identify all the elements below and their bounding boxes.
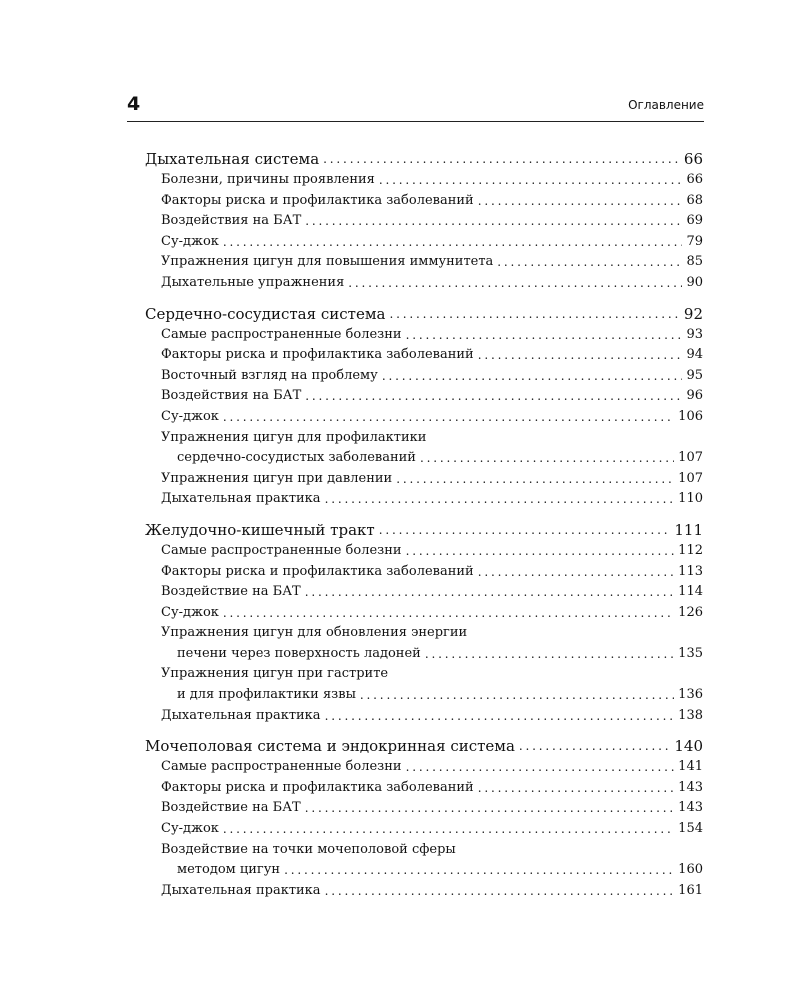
toc-entry-title: Упражнения цигун при давлении [161,470,393,486]
toc-entry[interactable] [145,603,703,624]
toc-entry[interactable] [145,706,703,727]
toc-page-number: 93 [686,326,703,342]
toc-page-number: 113 [678,563,703,579]
toc-entry-title: Упражнения цигун для повышения иммунитета [161,254,494,270]
toc-page-number: 154 [678,821,703,837]
toc-entry[interactable] [145,170,703,191]
toc-entry[interactable] [145,562,703,583]
leader-dots [478,345,683,366]
toc-chapter-title: Желудочно-кишечный тракт [145,520,375,539]
toc-entry-title-cont: и для профилактики язвы [177,687,356,703]
toc-entry-title: Факторы риска и профилактика заболеваний [161,563,474,579]
toc-entry-title: Упражнения цигун для обновления энергии [161,625,468,641]
toc-page-number: 143 [678,800,703,816]
leader-dots [425,644,674,665]
toc-entry[interactable] [145,386,703,407]
toc-chapter-title: Дыхательная система [145,150,320,168]
leader-dots [389,303,679,325]
toc-entry-title: Воздействие на БАТ [161,584,301,600]
toc-entry[interactable] [145,191,703,212]
toc-chapter[interactable] [145,148,703,170]
toc-entry-title: Факторы риска и профилактика заболеваний [161,779,474,795]
toc-entry[interactable] [145,489,703,510]
toc-entry[interactable] [145,273,703,294]
toc-entry-title: Дыхательные упражнения [161,274,345,290]
toc-entry[interactable] [145,325,703,346]
toc-entry-title: Самые распространенные болезни [161,326,402,342]
toc-entry[interactable] [145,881,703,902]
toc-page-number: 143 [678,779,703,795]
toc-page-number: 106 [678,408,703,424]
toc-entry-title-cont: сердечно-сосудистых заболеваний [177,450,416,466]
toc-entry[interactable] [145,232,703,253]
toc-page-number: 140 [674,737,703,756]
leader-dots [348,273,682,294]
running-head: Оглавление [628,98,704,112]
toc-entry-title: Воздействия на БАТ [161,388,302,404]
toc-chapter-title: Сердечно-сосудистая система [145,304,386,323]
toc-entry[interactable] [145,407,703,428]
toc-page-number: 141 [678,759,703,775]
toc-entry[interactable] [145,428,703,469]
toc-page-number: 94 [686,347,703,363]
leader-dots [382,366,683,387]
leader-dots [379,519,671,541]
toc-chapter[interactable] [145,303,703,325]
leader-dots [420,448,674,469]
toc-page-number: 69 [686,213,703,229]
toc-section [145,303,703,510]
toc-entry-title: Су-джок [161,233,219,249]
toc-entry-title: Дыхательная практика [161,882,321,898]
toc-chapter[interactable] [145,735,703,757]
toc-section [145,148,703,294]
leader-dots [325,881,675,902]
toc-page-number: 85 [686,254,703,270]
toc-page-number: 68 [686,192,703,208]
toc-entry-title: Упражнения цигун для профилактики [161,429,427,445]
toc-entry-title: Самые распространенные болезни [161,759,402,775]
toc-entry-title-cont: печени через поверхность ладоней [177,645,421,661]
toc-page-number: 110 [678,491,703,507]
toc-page-number: 79 [686,233,703,249]
page-number: 4 [127,93,141,115]
toc-entry-title: Болезни, причины проявления [161,172,375,187]
toc-entry-title: Упражнения цигун при гастрите [161,666,389,682]
toc-page-number: 136 [678,687,703,703]
toc-page-number: 161 [678,882,703,898]
toc-entry[interactable] [145,757,703,778]
leader-dots [284,860,674,881]
leader-dots [406,757,675,778]
page-header [127,93,704,122]
toc-entry-title: Дыхательная практика [161,707,321,723]
leader-dots [325,489,675,510]
toc-entry[interactable] [145,366,703,387]
toc-entry-title: Факторы риска и профилактика заболеваний [161,347,474,363]
toc-page-number: 126 [678,604,703,620]
leader-dots [478,778,674,799]
toc-entry-title: Восточный взгляд на проблему [161,367,378,383]
toc-entry-title: Су-джок [161,821,219,837]
toc-entry[interactable] [145,211,703,232]
toc-entry-title: Воздействие на БАТ [161,800,301,816]
toc-entry[interactable] [145,840,703,881]
toc-entry[interactable] [145,819,703,840]
toc-entry-title-cont: методом цигун [177,862,281,878]
leader-dots [519,735,670,757]
toc-page-number: 111 [674,520,703,539]
toc-entry[interactable] [145,345,703,366]
table-of-contents [145,148,703,910]
leader-dots [223,603,674,624]
toc-page-number: 92 [683,304,703,323]
toc-entry-title: Воздействие на точки мочеполовой сферы [161,841,456,857]
toc-page-number: 107 [678,450,703,466]
leader-dots [305,386,682,407]
toc-entry-title: Самые распространенные болезни [161,542,402,558]
leader-dots [360,685,674,706]
toc-entry[interactable] [145,252,703,273]
leader-dots [478,562,674,583]
toc-page-number: 95 [686,367,703,383]
toc-page-number: 135 [678,645,703,661]
toc-entry[interactable] [145,541,703,562]
toc-page-number: 160 [678,862,703,878]
leader-dots [223,232,683,253]
toc-entry[interactable] [145,469,703,490]
leader-dots [223,407,674,428]
toc-chapter-title: Мочеполовая система и эндокринная система [145,737,515,756]
leader-dots [478,191,683,212]
toc-section [145,735,703,901]
leader-dots [325,706,675,727]
toc-page-number: 66 [683,150,703,168]
toc-page-number: 96 [686,388,703,404]
toc-page-number: 138 [678,707,703,723]
toc-entry-title: Су-джок [161,408,219,424]
toc-entry[interactable] [145,798,703,819]
toc-entry-title: Дыхательная практика [161,491,321,507]
leader-dots [305,582,674,603]
toc-section [145,519,703,726]
leader-dots [406,325,683,346]
leader-dots [396,469,674,490]
toc-entry[interactable] [145,664,703,705]
leader-dots [497,252,682,273]
toc-entry[interactable] [145,778,703,799]
toc-entry-title: Су-джок [161,604,219,620]
toc-page-number: 114 [678,584,703,600]
toc-entry[interactable] [145,582,703,603]
toc-entry-title: Воздействия на БАТ [161,213,302,229]
toc-page-number: 66 [686,172,703,187]
leader-dots [223,819,674,840]
leader-dots [305,211,682,232]
toc-entry[interactable] [145,623,703,664]
leader-dots [406,541,675,562]
toc-page-number: 112 [678,542,703,558]
toc-page-number: 90 [686,274,703,290]
leader-dots [323,148,680,170]
leader-dots [379,170,683,191]
toc-page-number: 107 [678,470,703,486]
toc-entry-title: Факторы риска и профилактика заболеваний [161,192,474,208]
toc-chapter[interactable] [145,519,703,541]
leader-dots [305,798,674,819]
